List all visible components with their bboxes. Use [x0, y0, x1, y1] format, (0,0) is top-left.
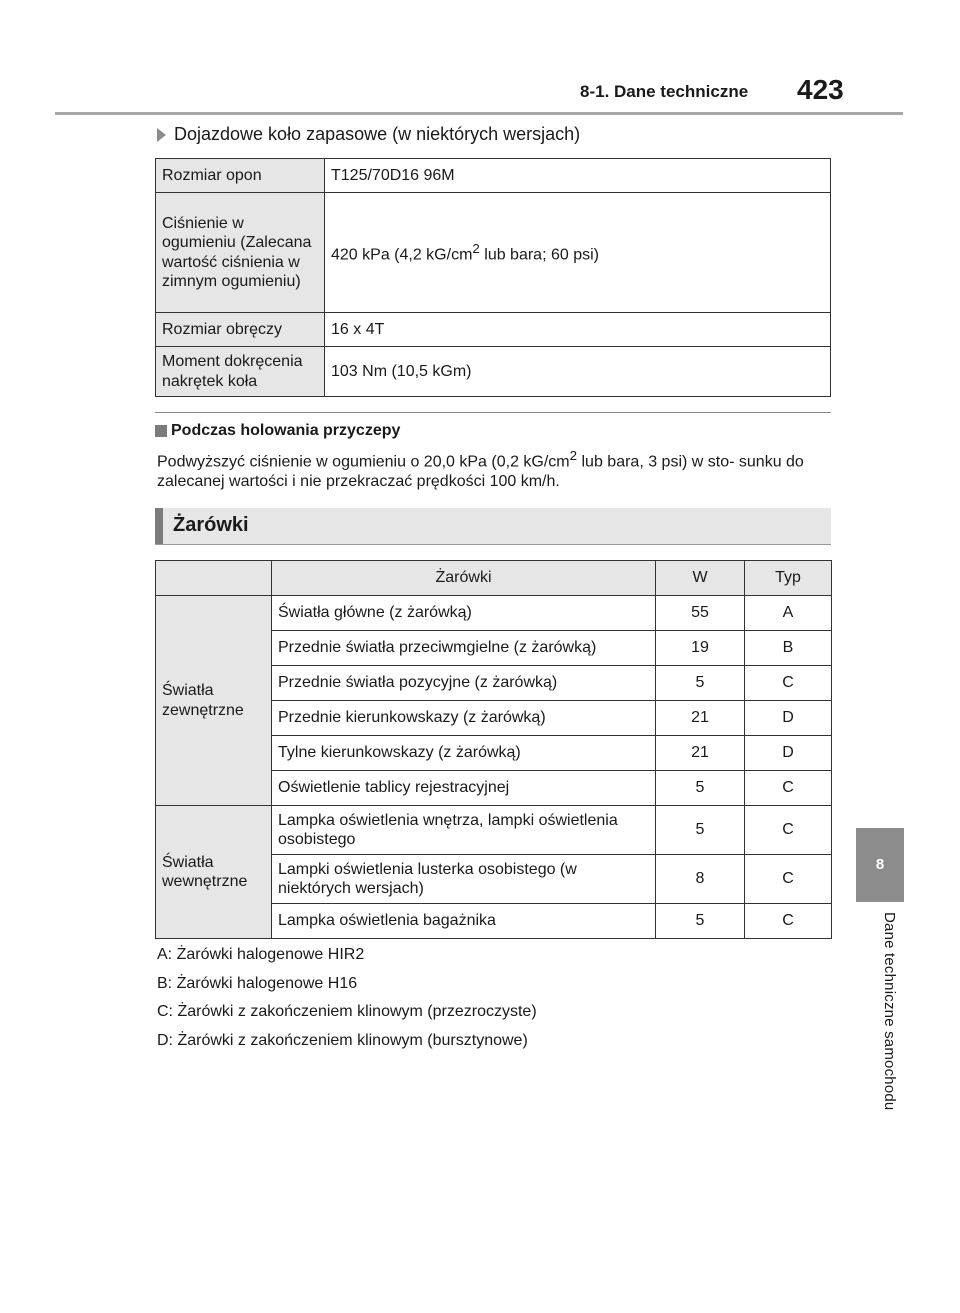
bulbs-section-title: Żarówki — [173, 514, 249, 536]
towing-title — [155, 422, 400, 440]
bulb-type: A — [745, 596, 832, 631]
table-value: 103 Nm (10,5 kGm) — [325, 347, 831, 397]
bulb-name: Przednie światła przeciwmgielne (z żarówką) — [272, 631, 656, 666]
bulb-w: 5 — [656, 904, 745, 939]
header-empty — [156, 561, 272, 596]
towing-title-text: Podczas holowania przyczepy — [171, 422, 401, 439]
bulbs-section-header — [155, 508, 831, 545]
bulb-type: C — [745, 771, 832, 806]
square-bullet-icon — [155, 425, 167, 437]
bulb-w: 5 — [656, 771, 745, 806]
bulb-w: 19 — [656, 631, 745, 666]
table-row — [156, 159, 831, 193]
bulb-name: Światła główne (z żarówką) — [272, 596, 656, 631]
bulb-w: 55 — [656, 596, 745, 631]
towing-text — [157, 448, 829, 491]
table-value — [325, 193, 831, 313]
section-title: 8-1. Dane techniczne — [580, 82, 749, 101]
bulb-w: 21 — [656, 736, 745, 771]
bulb-w: 5 — [656, 806, 745, 855]
header-w: W — [656, 561, 745, 596]
bulb-name: Lampki oświetlenia lusterka osobistego (w niektórych wersjach) — [272, 855, 656, 904]
triangle-bullet-icon — [157, 128, 166, 142]
table-row — [156, 313, 831, 347]
bulb-type: D — [745, 736, 832, 771]
bulb-legend — [157, 946, 537, 1061]
table-row — [156, 806, 832, 855]
bulb-type: D — [745, 701, 832, 736]
bulb-name: Lampka oświetlenia wnętrza, lampki oświetlenia osobistego — [272, 806, 656, 855]
table-row — [156, 193, 831, 313]
bulb-name: Oświetlenie tablicy rejestracyjnej — [272, 771, 656, 806]
bulb-type: C — [745, 904, 832, 939]
table-key: Rozmiar opon — [156, 159, 325, 193]
table-row — [156, 347, 831, 397]
spare-tire-heading — [157, 124, 580, 145]
bulb-type: C — [745, 666, 832, 701]
table-value-part: lub bara; 60 psi) — [479, 246, 599, 264]
spare-tire-table — [155, 158, 831, 397]
legend-item: A: Żarówki halogenowe HIR2 — [157, 946, 365, 963]
table-row — [156, 596, 832, 631]
bulb-type: B — [745, 631, 832, 666]
group-interior: Światła wewnętrzne — [156, 806, 272, 939]
bulbs-table — [155, 560, 832, 939]
bulb-type: C — [745, 855, 832, 904]
page-number: 423 — [797, 74, 844, 105]
legend-item: D: Żarówki z zakończeniem klinowym (bursztynowe) — [157, 1032, 528, 1050]
header-type: Typ — [745, 561, 832, 596]
chapter-label: Dane techniczne samochodu — [881, 912, 898, 1111]
header-bulbs: Żarówki — [272, 561, 656, 596]
table-value-part: 420 kPa (4,2 kG/cm — [331, 246, 473, 264]
section-bar — [155, 508, 163, 544]
table-key: Moment dokręcenia nakrętek koła — [156, 347, 325, 397]
bulb-name: Lampka oświetlenia bagażnika — [272, 904, 656, 939]
table-value: T125/70D16 96M — [325, 159, 831, 193]
table-header-row — [156, 561, 832, 596]
table-key: Ciśnienie w ogumieniu (Zalecana wartość ciśnienia w zimnym ogumieniu) — [156, 193, 325, 313]
table-value: 16 x 4T — [325, 313, 831, 347]
towing-text-part: Podwyższyć ciśnienie w ogumieniu o 20,0 kPa (0,2 kG/cm — [157, 453, 570, 471]
superscript: 2 — [569, 448, 578, 463]
superscript: 2 — [472, 240, 480, 256]
divider — [155, 412, 831, 413]
bulb-w: 5 — [656, 666, 745, 701]
bulb-type: C — [745, 806, 832, 855]
towing-text-part: lub bara, 3 psi) w sto- sunku do zalecanej wartości i nie przekraczać prędkości 100 km/h. — [157, 453, 804, 490]
chapter-tab[interactable]: 8 — [856, 828, 904, 902]
bulb-w: 21 — [656, 701, 745, 736]
legend-item: C: Żarówki z zakończeniem klinowym (przezroczyste) — [157, 1003, 537, 1021]
bulb-name: Przednie światła pozycyjne (z żarówką) — [272, 666, 656, 701]
group-exterior: Światła zewnętrzne — [156, 596, 272, 806]
bulb-name: Tylne kierunkowskazy (z żarówką) — [272, 736, 656, 771]
header-rule — [55, 112, 903, 115]
legend-item: B: Żarówki halogenowe H16 — [157, 974, 358, 992]
bulb-name: Przednie kierunkowskazy (z żarówką) — [272, 701, 656, 736]
table-key: Rozmiar obręczy — [156, 313, 325, 347]
spare-tire-heading-text: Dojazdowe koło zapasowe (w niektórych wersjach) — [174, 124, 581, 144]
bulb-w: 8 — [656, 855, 745, 904]
